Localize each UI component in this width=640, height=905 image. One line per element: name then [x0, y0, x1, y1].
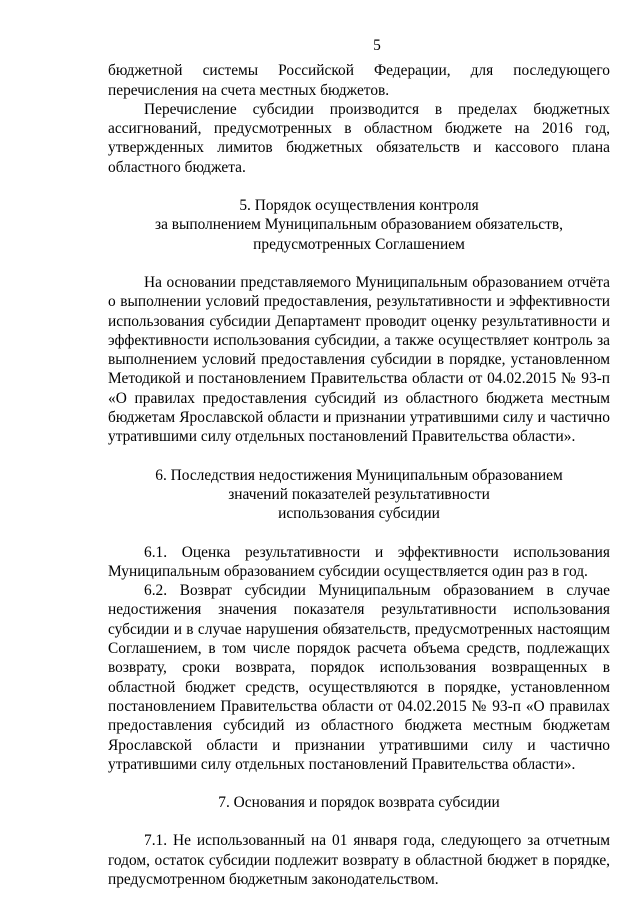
heading-line: за выполнением Муниципальным образованием обязательств,	[155, 216, 563, 234]
heading-line: значений показателей результативности	[228, 485, 490, 503]
heading-line: предусмотренных Соглашением	[253, 235, 465, 253]
paragraph-control-procedure: На основании представляемого Муниципальным образованием отчёта о выполнении условий предоставления, результативности и эффективности использования субсидии Департамент проводит оценку результативности и эффективности использования субсидии, а также осуществляет контроль за выполнением условий предоставления субсидии в порядке, установленном Методикой и постановлением Правительства области от 04.02.2015 № 93-п «О правилах предоставления субсидий из областного бюджета местным бюджетам Ярославской области и признании утратившими силу и частично утратившими силу отдельных постановлений Правительства области».	[108, 273, 610, 446]
paragraph-subsidy-transfer: Перечисление субсидии производится в пределах бюджетных ассигнований, предусмотренных в областном бюджете на 2016 год, утвержденных лимитов бюджетных обязательств и кассового плана областного бюджета.	[108, 100, 610, 176]
heading-line: 5. Порядок осуществления контроля	[239, 197, 479, 215]
heading-line: использования субсидии	[278, 505, 440, 523]
section-heading-6	[108, 466, 610, 524]
paragraph-6-1: 6.1. Оценка результативности и эффективности использования Муниципальным образованием субсидии осуществляется один раз в год.	[108, 543, 610, 580]
section-heading-5	[108, 196, 610, 254]
section-heading-7: 7. Основания и порядок возврата субсидии	[218, 794, 500, 812]
paragraph-7-1: 7.1. Не использованный на 01 января года, следующего за отчетным годом, остаток субсидии подлежит возврату в областной бюджет в порядке, предусмотренном бюджетным законодательством.	[108, 832, 610, 888]
document-page	[108, 36, 610, 889]
page-number: 5	[373, 37, 381, 54]
paragraph-budget-system: бюджетной системы Российской Федерации, для последующего перечисления на счета местных бюджетов.	[108, 62, 610, 99]
heading-line: 6. Последствия недостижения Муниципальным образованием	[155, 466, 563, 484]
paragraph-6-2: 6.2. Возврат субсидии Муниципальным образованием в случае недостижения значения показателя результативности использования субсидии и в случае нарушения обязательств, предусмотренных настоящим Соглашением, в том числе порядок расчета объема средств, подлежащих возврату, сроки возврата, порядок использования возвращенных в областной бюджет средств, осуществляются в порядке, установленном постановлением Правительства области от 04.02.2015 № 93-п «О правилах предоставления субсидий из областного бюджета местным бюджетам Ярославской области и признании утратившими силу и частично утратившими силу отдельных постановлений Правительства области».	[108, 582, 610, 773]
